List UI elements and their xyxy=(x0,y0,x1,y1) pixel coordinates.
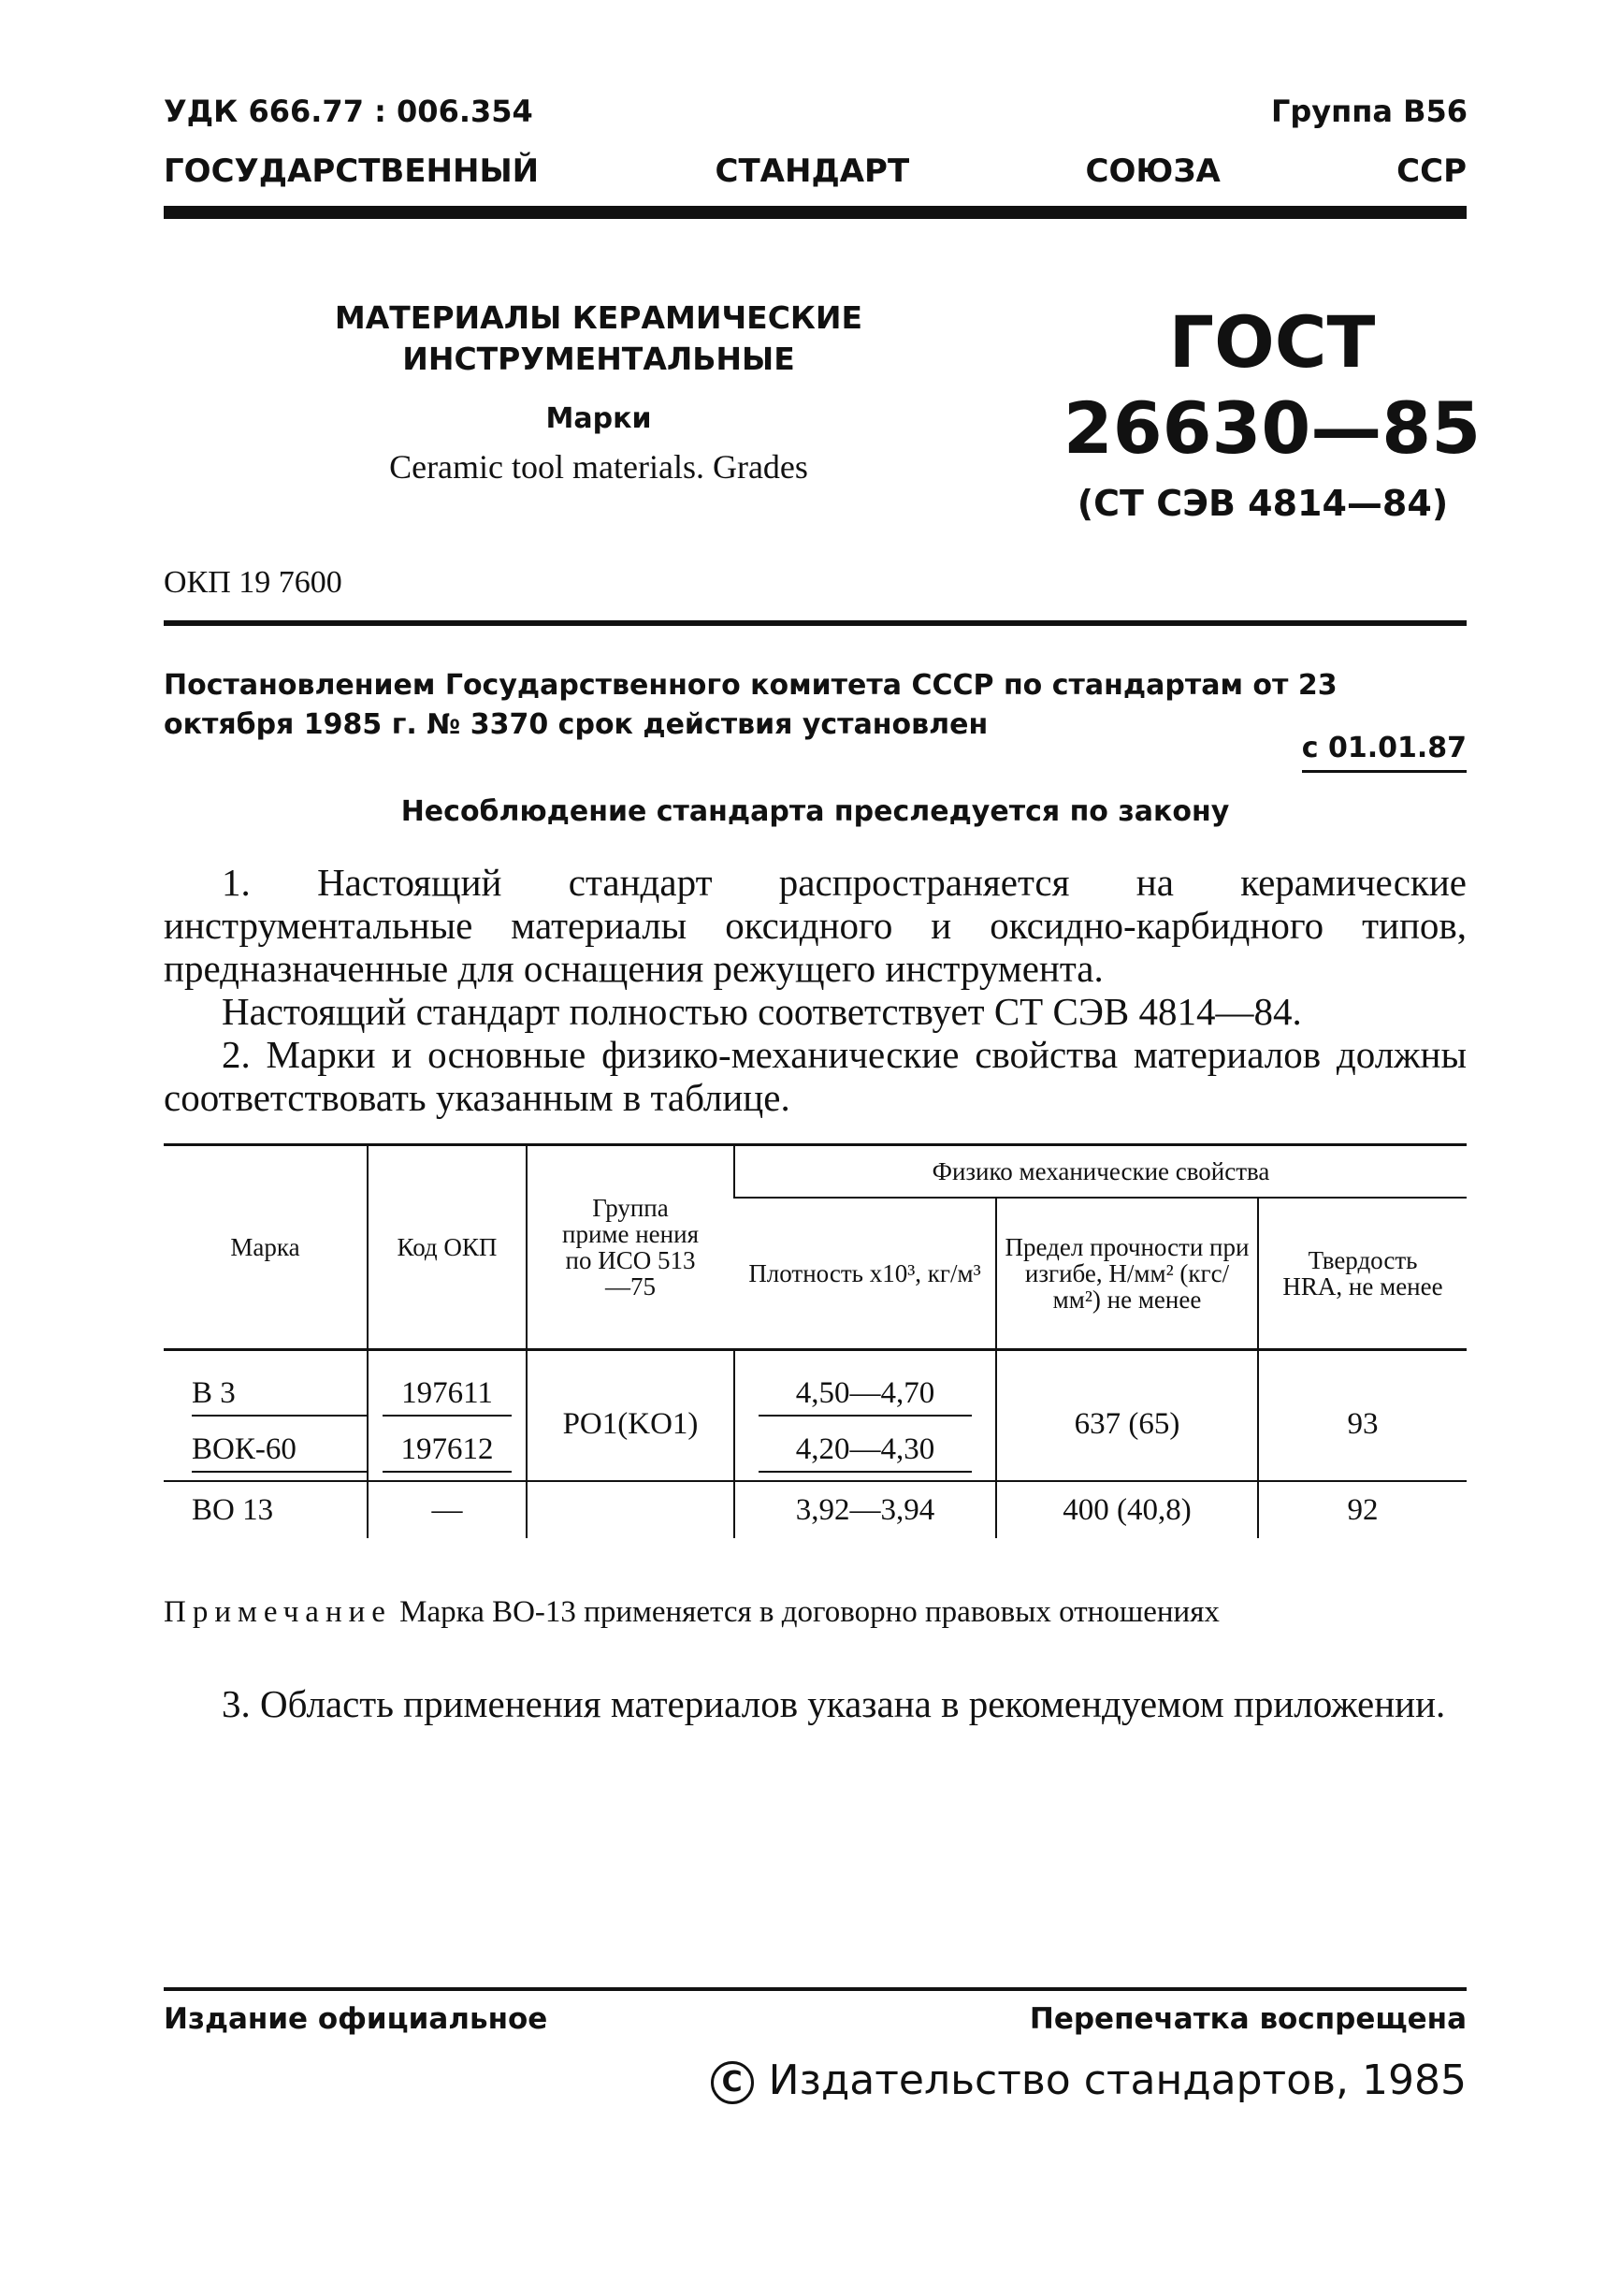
strength-cell: 637 (65) xyxy=(996,1350,1258,1482)
hardness-cell: 92 xyxy=(1258,1481,1467,1538)
header-strength: Предел прочности при изгибе, Н/мм² (кгс/мм²) не менее xyxy=(996,1198,1258,1350)
header-density: Плотность х10³, кг/м³ xyxy=(734,1198,996,1350)
english-title: Ceramic tool materials. Grades xyxy=(389,448,808,486)
header-hardness: Твердость HRA, не менее xyxy=(1258,1198,1467,1350)
header-rule xyxy=(164,206,1467,219)
state-word-1: ГОСУДАРСТВЕННЫЙ xyxy=(164,153,540,190)
title-line-1: МАТЕРИАЛЫ КЕРАМИЧЕСКИЕ xyxy=(334,299,863,336)
copyright-icon: C xyxy=(711,2061,754,2104)
gost-number: 26630—85 xyxy=(1063,386,1482,470)
grades-table xyxy=(164,1143,1467,1538)
body-paragraphs xyxy=(164,861,1467,1119)
reprint-prohibited: Перепечатка воспрещена xyxy=(1029,2002,1467,2036)
publisher-line xyxy=(711,2056,1467,2104)
note-label: Примечание xyxy=(164,1595,392,1629)
okp-code: ОКП 19 7600 xyxy=(164,565,342,600)
density-cell: 4,20—4,30 xyxy=(734,1424,996,1481)
grade-cell: В 3 xyxy=(164,1350,368,1425)
footer-rule xyxy=(164,1987,1467,1991)
header-properties: Физико механические свойства xyxy=(734,1145,1467,1199)
decree-text: Постановлением Государственного комитета СССР по стандартам от 23 октября 1985 г. № 3370 срок действия установлен xyxy=(164,669,1338,741)
state-word-3: СОЮЗА xyxy=(1085,153,1221,190)
header-grade: Марка xyxy=(164,1145,368,1350)
note-text: Марка ВО-13 применяется в договорно правовых отношениях xyxy=(399,1595,1220,1629)
code-cell: 197611 xyxy=(368,1350,527,1425)
law-notice: Несоблюдение стандарта преследуется по закону xyxy=(400,795,1230,828)
paragraph-3-block xyxy=(164,1682,1467,1725)
group-code: Группа В56 xyxy=(1270,94,1468,129)
iso-group-cell-empty xyxy=(527,1481,734,1538)
paragraph-1b: Настоящий стандарт полностью соответствует СТ СЭВ 4814—84. xyxy=(222,990,1302,1033)
table-row xyxy=(164,1481,1467,1538)
density-cell: 4,50—4,70 xyxy=(734,1350,996,1425)
header-iso-group: Группа приме нения по ИСО 513—75 xyxy=(527,1145,734,1350)
code-cell: 197612 xyxy=(368,1424,527,1481)
paragraph-2: 2. Марки и основные физико-механические свойства материалов должны соответствовать указанным в таблице. xyxy=(164,1033,1467,1119)
strength-cell: 400 (40,8) xyxy=(996,1481,1258,1538)
table-row xyxy=(164,1350,1467,1425)
iso-group-cell: PO1(KO1) xyxy=(527,1350,734,1482)
effective-date: с 01.01.87 xyxy=(1302,732,1467,773)
gost-label: ГОСТ xyxy=(1168,300,1376,384)
density-cell: 3,92—3,94 xyxy=(734,1481,996,1538)
state-word-4: ССР xyxy=(1396,153,1467,190)
gost-designation xyxy=(1048,299,1497,472)
udk-code: УДК 666.77 : 006.354 xyxy=(164,94,533,129)
state-word-2: СТАНДАРТ xyxy=(715,153,910,190)
hardness-cell: 93 xyxy=(1258,1350,1467,1482)
header-okp-code: Код ОКП xyxy=(368,1145,527,1350)
st-sev-reference: (СТ СЭВ 4814—84) xyxy=(1077,483,1449,524)
grade-cell: ВО 13 xyxy=(192,1492,274,1527)
state-standard-header xyxy=(164,153,1467,190)
paragraph-1: 1. Настоящий стандарт распространяется на керамические инструментальные материалы оксидного и оксидно-карбидного типов, предназначенные для оснащения режущего инструмента. xyxy=(164,861,1467,990)
paragraph-3: 3. Область применения материалов указана в рекомендуемом приложении. xyxy=(222,1682,1446,1725)
code-cell: — xyxy=(368,1481,527,1538)
title-line-2: ИНСТРУМЕНТАЛЬНЫЕ xyxy=(402,341,795,377)
publisher-name: Издательство стандартов, 1985 xyxy=(768,2056,1467,2104)
grade-cell: ВОК-60 xyxy=(164,1424,368,1481)
document-title xyxy=(318,298,879,380)
document-subtitle: Марки xyxy=(545,402,652,435)
title-rule xyxy=(164,620,1467,626)
table-note xyxy=(164,1594,1467,1630)
official-edition: Издание официальное xyxy=(164,2002,548,2036)
